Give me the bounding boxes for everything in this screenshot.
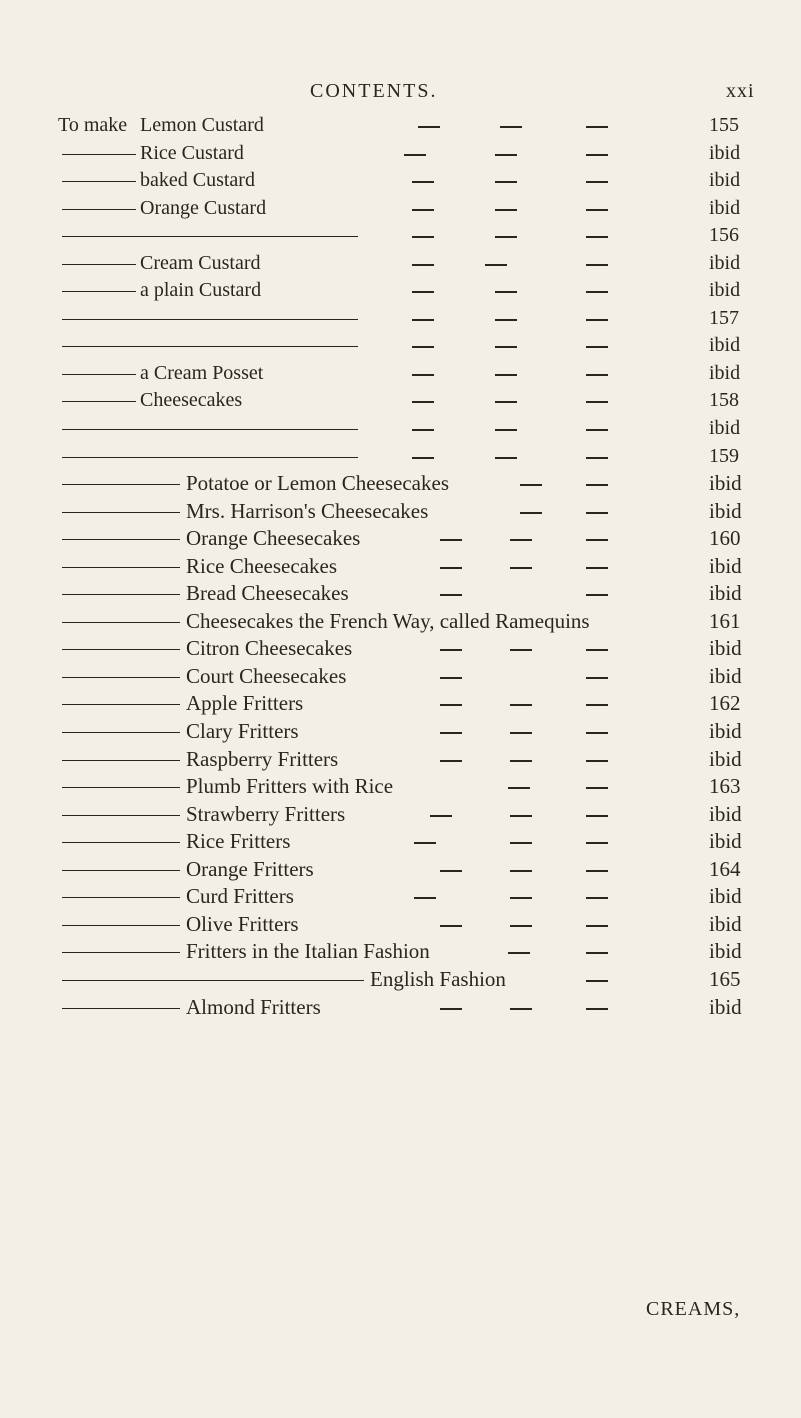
- entry-page: ibid: [709, 279, 741, 302]
- leader-dash: [412, 401, 434, 403]
- ditto-rule: [62, 346, 358, 347]
- leader-dash: [508, 952, 530, 954]
- entry-label: Fritters in the Italian Fashion: [186, 939, 430, 964]
- contents-entry: [0, 801, 801, 829]
- leader-dash: [495, 374, 517, 376]
- ditto-rule: [62, 429, 358, 430]
- contents-entry: [0, 470, 801, 498]
- entry-page: 162: [709, 691, 741, 716]
- leader-dash: [510, 842, 532, 844]
- entry-page: 156: [709, 224, 739, 247]
- entry-page: ibid: [709, 911, 742, 936]
- leader-dash: [412, 346, 434, 348]
- entry-page: ibid: [709, 141, 741, 164]
- leader-dash: [510, 815, 532, 817]
- entry-page: ibid: [709, 939, 742, 964]
- entry-page: ibid: [709, 801, 742, 826]
- entry-label: Bread Cheesecakes: [186, 581, 349, 606]
- leader-dash: [440, 760, 462, 762]
- leader-dash: [508, 787, 530, 789]
- ditto-rule: [62, 622, 180, 623]
- entry-label: Plumb Fritters with Rice: [186, 774, 394, 799]
- leader-dash: [440, 539, 462, 541]
- leader-dash: [586, 760, 608, 762]
- entry-label: Potatoe or Lemon Cheesecakes: [186, 471, 449, 496]
- entry-label: Cheesecakes the French Way, called Ramequins: [186, 608, 590, 633]
- contents-entry: [0, 443, 801, 471]
- leader-dash: [495, 401, 517, 403]
- ditto-rule: [62, 457, 358, 458]
- leader-dash: [586, 925, 608, 927]
- contents-entry: [0, 938, 801, 966]
- entry-label: a plain Custard: [140, 279, 262, 302]
- leader-dash: [412, 429, 434, 431]
- leader-dash: [440, 594, 462, 596]
- contents-entry: [0, 112, 801, 140]
- leader-dash: [440, 704, 462, 706]
- ditto-rule: [62, 952, 180, 953]
- contents-entry: [0, 360, 801, 388]
- entry-label: Strawberry Fritters: [186, 801, 346, 826]
- leader-dash: [495, 236, 517, 238]
- leader-dash: [495, 291, 517, 293]
- contents-entry: [0, 415, 801, 443]
- leader-dash: [412, 319, 434, 321]
- leader-dash: [586, 567, 608, 569]
- entry-page: 160: [709, 526, 741, 551]
- leader-dash: [586, 484, 608, 486]
- leader-dash: [586, 126, 608, 128]
- ditto-rule: [62, 704, 180, 705]
- leader-dash: [586, 291, 608, 293]
- entry-label: Rice Custard: [140, 141, 244, 164]
- leader-dash: [586, 319, 608, 321]
- contents-entry: [0, 994, 801, 1022]
- leader-dash: [440, 649, 462, 651]
- entry-label: Orange Fritters: [186, 856, 314, 881]
- entry-label: Almond Fritters: [186, 994, 321, 1019]
- leader-dash: [586, 236, 608, 238]
- ditto-rule: [62, 291, 136, 292]
- leader-dash: [586, 154, 608, 156]
- contents-entry: [0, 195, 801, 223]
- leader-dash: [418, 126, 440, 128]
- leader-dash: [412, 291, 434, 293]
- entry-page: ibid: [709, 417, 741, 440]
- ditto-rule: [62, 980, 364, 981]
- contents-entry: [0, 387, 801, 415]
- leader-dash: [412, 264, 434, 266]
- entry-page: ibid: [709, 169, 741, 192]
- leader-dash: [495, 209, 517, 211]
- lead-text: To make: [58, 114, 128, 136]
- leader-dash: [586, 181, 608, 183]
- ditto-rule: [62, 264, 136, 265]
- ditto-rule: [62, 787, 180, 788]
- leader-dash: [404, 154, 426, 156]
- leader-dash: [510, 1008, 532, 1010]
- entry-label: Rice Cheesecakes: [186, 553, 338, 578]
- leader-dash: [412, 457, 434, 459]
- leader-dash: [586, 346, 608, 348]
- ditto-rule: [62, 897, 180, 898]
- entry-label: Lemon Custard: [140, 114, 264, 136]
- entry-page: 165: [709, 966, 741, 991]
- contents-entry: [0, 883, 801, 911]
- leader-dash: [586, 457, 608, 459]
- leader-dash: [495, 319, 517, 321]
- entry-page: 164: [709, 856, 741, 881]
- ditto-rule: [62, 732, 180, 733]
- leader-dash: [586, 870, 608, 872]
- leader-dash: [412, 374, 434, 376]
- leader-dash: [586, 429, 608, 431]
- contents-entry: [0, 856, 801, 884]
- ditto-rule: [62, 760, 180, 761]
- entry-label: Olive Fritters: [186, 911, 299, 936]
- entry-label: Citron Cheesecakes: [186, 636, 353, 661]
- ditto-rule: [62, 512, 180, 513]
- leader-dash: [586, 401, 608, 403]
- ditto-rule: [62, 209, 136, 210]
- leader-dash: [586, 374, 608, 376]
- contents-entry: [0, 718, 801, 746]
- leader-dash: [520, 484, 542, 486]
- leader-dash: [586, 980, 608, 982]
- contents-entry: [0, 966, 801, 994]
- entry-label: Mrs. Harrison's Cheesecakes: [186, 498, 429, 523]
- entry-page: ibid: [709, 746, 742, 771]
- entry-page: ibid: [709, 553, 742, 578]
- leader-dash: [586, 539, 608, 541]
- leader-dash: [510, 704, 532, 706]
- leader-dash: [440, 567, 462, 569]
- leader-dash: [495, 181, 517, 183]
- contents-entry: [0, 498, 801, 526]
- entry-page: ibid: [709, 636, 742, 661]
- leader-dash: [412, 236, 434, 238]
- leader-dash: [495, 429, 517, 431]
- contents-entry: [0, 828, 801, 856]
- leader-dash: [586, 209, 608, 211]
- entry-page: 159: [709, 444, 739, 467]
- contents-entry: [0, 580, 801, 608]
- entry-page: 157: [709, 306, 739, 329]
- ditto-rule: [62, 181, 136, 182]
- contents-entry: [0, 553, 801, 581]
- ditto-rule: [62, 154, 136, 155]
- contents-entry: [0, 140, 801, 168]
- entry-page: ibid: [709, 361, 741, 384]
- leader-dash: [500, 126, 522, 128]
- ditto-rule: [62, 594, 180, 595]
- entry-page: 161: [709, 608, 741, 633]
- entry-label: Court Cheesecakes: [186, 663, 347, 688]
- leader-dash: [586, 704, 608, 706]
- ditto-rule: [62, 815, 180, 816]
- catchword: CREAMS,: [646, 1298, 741, 1320]
- contents-entry: [0, 250, 801, 278]
- leader-dash: [414, 897, 436, 899]
- entry-page: ibid: [709, 829, 742, 854]
- entry-label: Cream Custard: [140, 251, 261, 274]
- ditto-rule: [62, 842, 180, 843]
- entry-label: Apple Fritters: [186, 691, 304, 716]
- header-title: CONTENTS.: [310, 80, 438, 102]
- ditto-rule: [62, 649, 180, 650]
- leader-dash: [586, 512, 608, 514]
- leader-dash: [586, 897, 608, 899]
- contents-entry: [0, 746, 801, 774]
- contents-entry: [0, 222, 801, 250]
- entry-label: Orange Cheesecakes: [186, 526, 361, 551]
- contents-entry: [0, 635, 801, 663]
- entry-label: Rice Fritters: [186, 829, 291, 854]
- leader-dash: [586, 1008, 608, 1010]
- ditto-rule: [62, 925, 180, 926]
- entry-page: 158: [709, 389, 739, 412]
- leader-dash: [586, 787, 608, 789]
- ditto-rule: [62, 1008, 180, 1009]
- ditto-rule: [62, 319, 358, 320]
- ditto-rule: [62, 567, 180, 568]
- leader-dash: [495, 457, 517, 459]
- ditto-rule: [62, 236, 358, 237]
- entry-page: 163: [709, 774, 741, 799]
- leader-dash: [510, 567, 532, 569]
- leader-dash: [586, 732, 608, 734]
- leader-dash: [412, 181, 434, 183]
- ditto-rule: [62, 484, 180, 485]
- entry-label: a Cream Posset: [140, 361, 264, 384]
- leader-dash: [440, 925, 462, 927]
- contents-entry: [0, 663, 801, 691]
- leader-dash: [495, 154, 517, 156]
- contents-entry: [0, 690, 801, 718]
- contents-entry: [0, 332, 801, 360]
- leader-dash: [510, 539, 532, 541]
- leader-dash: [510, 870, 532, 872]
- entry-label: Raspberry Fritters: [186, 746, 339, 771]
- entry-page: ibid: [709, 663, 742, 688]
- entry-label: English Fashion: [370, 966, 506, 991]
- ditto-rule: [62, 401, 136, 402]
- leader-dash: [495, 346, 517, 348]
- contents-entry: [0, 525, 801, 553]
- leader-dash: [510, 897, 532, 899]
- entry-label: Cheesecakes: [140, 389, 243, 412]
- entry-page: ibid: [709, 498, 742, 523]
- leader-dash: [485, 264, 507, 266]
- entry-label: Orange Custard: [140, 196, 267, 219]
- leader-dash: [430, 815, 452, 817]
- contents-list: [0, 112, 801, 1021]
- leader-dash: [586, 264, 608, 266]
- header-page-number: xxi: [726, 80, 755, 102]
- entry-page: ibid: [709, 719, 742, 744]
- ditto-rule: [62, 539, 180, 540]
- leader-dash: [520, 512, 542, 514]
- entry-page: ibid: [709, 994, 742, 1019]
- leader-dash: [440, 870, 462, 872]
- leader-dash: [510, 649, 532, 651]
- contents-entry: [0, 167, 801, 195]
- leader-dash: [510, 925, 532, 927]
- contents-entry: [0, 911, 801, 939]
- contents-entry: [0, 773, 801, 801]
- leader-dash: [440, 732, 462, 734]
- entry-page: ibid: [709, 196, 741, 219]
- entry-label: baked Custard: [140, 169, 255, 192]
- entry-page: ibid: [709, 471, 742, 496]
- entry-page: ibid: [709, 334, 741, 357]
- contents-entry: [0, 277, 801, 305]
- contents-entry: [0, 305, 801, 333]
- ditto-rule: [62, 374, 136, 375]
- leader-dash: [586, 842, 608, 844]
- contents-entry: [0, 608, 801, 636]
- entry-page: ibid: [709, 884, 742, 909]
- leader-dash: [586, 649, 608, 651]
- entry-page: ibid: [709, 581, 742, 606]
- ditto-rule: [62, 870, 180, 871]
- leader-dash: [510, 760, 532, 762]
- entry-label: Curd Fritters: [186, 884, 294, 909]
- leader-dash: [440, 677, 462, 679]
- leader-dash: [586, 677, 608, 679]
- leader-dash: [412, 209, 434, 211]
- leader-dash: [586, 594, 608, 596]
- leader-dash: [586, 952, 608, 954]
- ditto-rule: [62, 677, 180, 678]
- entry-page: 155: [709, 114, 739, 136]
- entry-label: Clary Fritters: [186, 719, 299, 744]
- leader-dash: [414, 842, 436, 844]
- entry-page: ibid: [709, 251, 741, 274]
- leader-dash: [440, 1008, 462, 1010]
- leader-dash: [510, 732, 532, 734]
- leader-dash: [586, 815, 608, 817]
